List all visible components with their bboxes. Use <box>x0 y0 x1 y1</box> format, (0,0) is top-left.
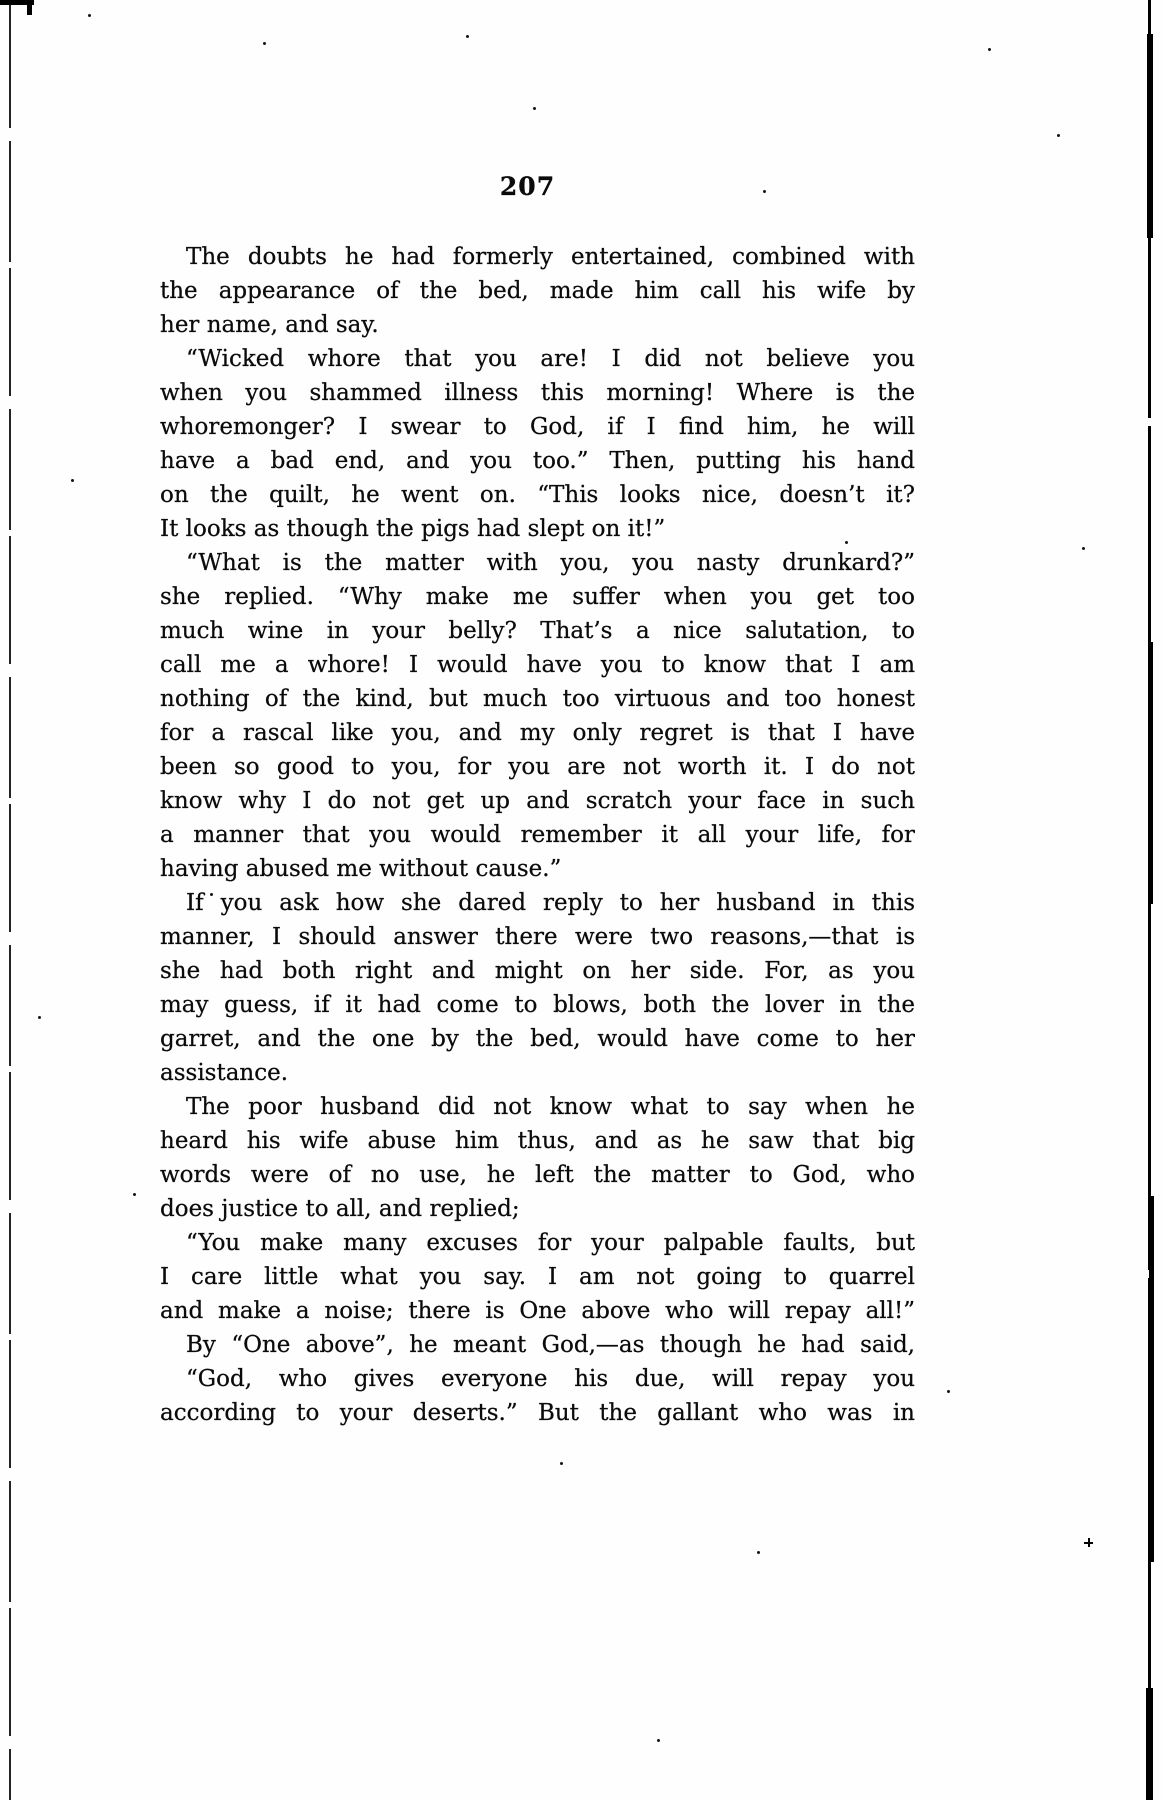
text-line: I care little what you say. I am not going to quarrel <box>160 1264 915 1290</box>
scan-speck <box>133 1193 136 1196</box>
text-line: does justice to all, and replied; <box>160 1196 520 1222</box>
text-line: words were of no use, he left the matter to God, who <box>160 1162 915 1188</box>
scan-speck <box>757 1551 760 1554</box>
text-line: “God, who gives everyone his due, will repay you <box>186 1366 915 1392</box>
text-line: garret, and the one by the bed, would have come to her <box>160 1026 915 1052</box>
scan-speck <box>1082 547 1085 550</box>
scan-artifact-blob <box>1147 34 1153 238</box>
scan-speck <box>1057 134 1060 137</box>
text-line: The doubts he had formerly entertained, combined with <box>186 244 915 270</box>
text-line: her name, and say. <box>160 312 379 338</box>
text-line: “What is the matter with you, you nasty drunkard?” <box>186 550 915 576</box>
text-line: she replied. “Why make me suffer when you get too <box>160 584 915 610</box>
text-line: have a bad end, and you too.” Then, putting his hand <box>160 448 915 474</box>
scan-artifact-blob <box>1149 1196 1154 1562</box>
paragraph <box>160 546 915 886</box>
scan-speck <box>71 479 74 482</box>
text-line: nothing of the kind, but much too virtuous and too honest <box>160 686 915 712</box>
scan-artifact-blob <box>1146 1688 1153 1800</box>
scan-artifact-plus-mark <box>1084 1538 1093 1547</box>
text-line: the appearance of the bed, made him call his wife by <box>160 278 915 304</box>
text-line: heard his wife abuse him thus, and as he saw that big <box>160 1128 915 1154</box>
text-line: By “One above”, he meant God,—as though he had said, <box>186 1332 915 1358</box>
scan-speck <box>560 1462 563 1465</box>
text-line: call me a whore! I would have you to know that I am <box>160 652 915 678</box>
scan-artifact-blob <box>1148 642 1153 904</box>
paragraph <box>160 1328 915 1362</box>
scan-speck <box>947 1390 950 1393</box>
text-line: whoremonger? I swear to God, if I find him, he will <box>160 414 915 440</box>
scan-speck <box>657 1739 660 1742</box>
text-line: If you ask how she dared reply to her husband in this <box>186 890 915 916</box>
text-line: according to your deserts.” But the gallant who was in <box>160 1400 915 1426</box>
text-line: she had both right and might on her side. For, as you <box>160 958 915 984</box>
scan-artifact-corner-mark <box>27 0 32 15</box>
text-line: on the quilt, he went on. “This looks nice, doesn’t it? <box>160 482 915 508</box>
text-line: manner, I should answer there were two reasons,—that is <box>160 924 915 950</box>
paragraph <box>160 1362 915 1430</box>
page-text-block <box>160 240 915 1430</box>
text-line: know why I do not get up and scratch your face in such <box>160 788 915 814</box>
page-number: 207 <box>499 172 556 201</box>
paragraph <box>160 240 915 342</box>
paragraph <box>160 1226 915 1328</box>
text-line: having abused me without cause.” <box>160 856 562 882</box>
scan-speck <box>988 48 991 51</box>
text-line: and make a noise; there is One above who will repay all!” <box>160 1298 915 1324</box>
text-line: for a rascal like you, and my only regret is that I have <box>160 720 915 746</box>
text-line: “Wicked whore that you are! I did not believe you <box>186 346 915 372</box>
scan-speck <box>263 42 266 45</box>
scan-speck <box>466 35 469 38</box>
text-line: “You make many excuses for your palpable faults, but <box>186 1230 915 1256</box>
scan-speck <box>38 1016 41 1019</box>
text-line: much wine in your belly? That’s a nice salutation, to <box>160 618 915 644</box>
paragraph <box>160 342 915 546</box>
text-line: assistance. <box>160 1060 289 1086</box>
scan-artifact-left-line <box>9 0 11 1800</box>
paragraph <box>160 886 915 1090</box>
text-line: The poor husband did not know what to say when he <box>186 1094 915 1120</box>
text-line: been so good to you, for you are not worth it. I do not <box>160 754 915 780</box>
scan-speck <box>533 107 536 110</box>
text-line: a manner that you would remember it all your life, for <box>160 822 915 848</box>
text-line: may guess, if it had come to blows, both the lover in the <box>160 992 915 1018</box>
text-line: when you shammed illness this morning! Where is the <box>160 380 915 406</box>
scan-speck <box>88 14 91 17</box>
paragraph <box>160 1090 915 1226</box>
text-line: It looks as though the pigs had slept on it!” <box>160 516 666 542</box>
